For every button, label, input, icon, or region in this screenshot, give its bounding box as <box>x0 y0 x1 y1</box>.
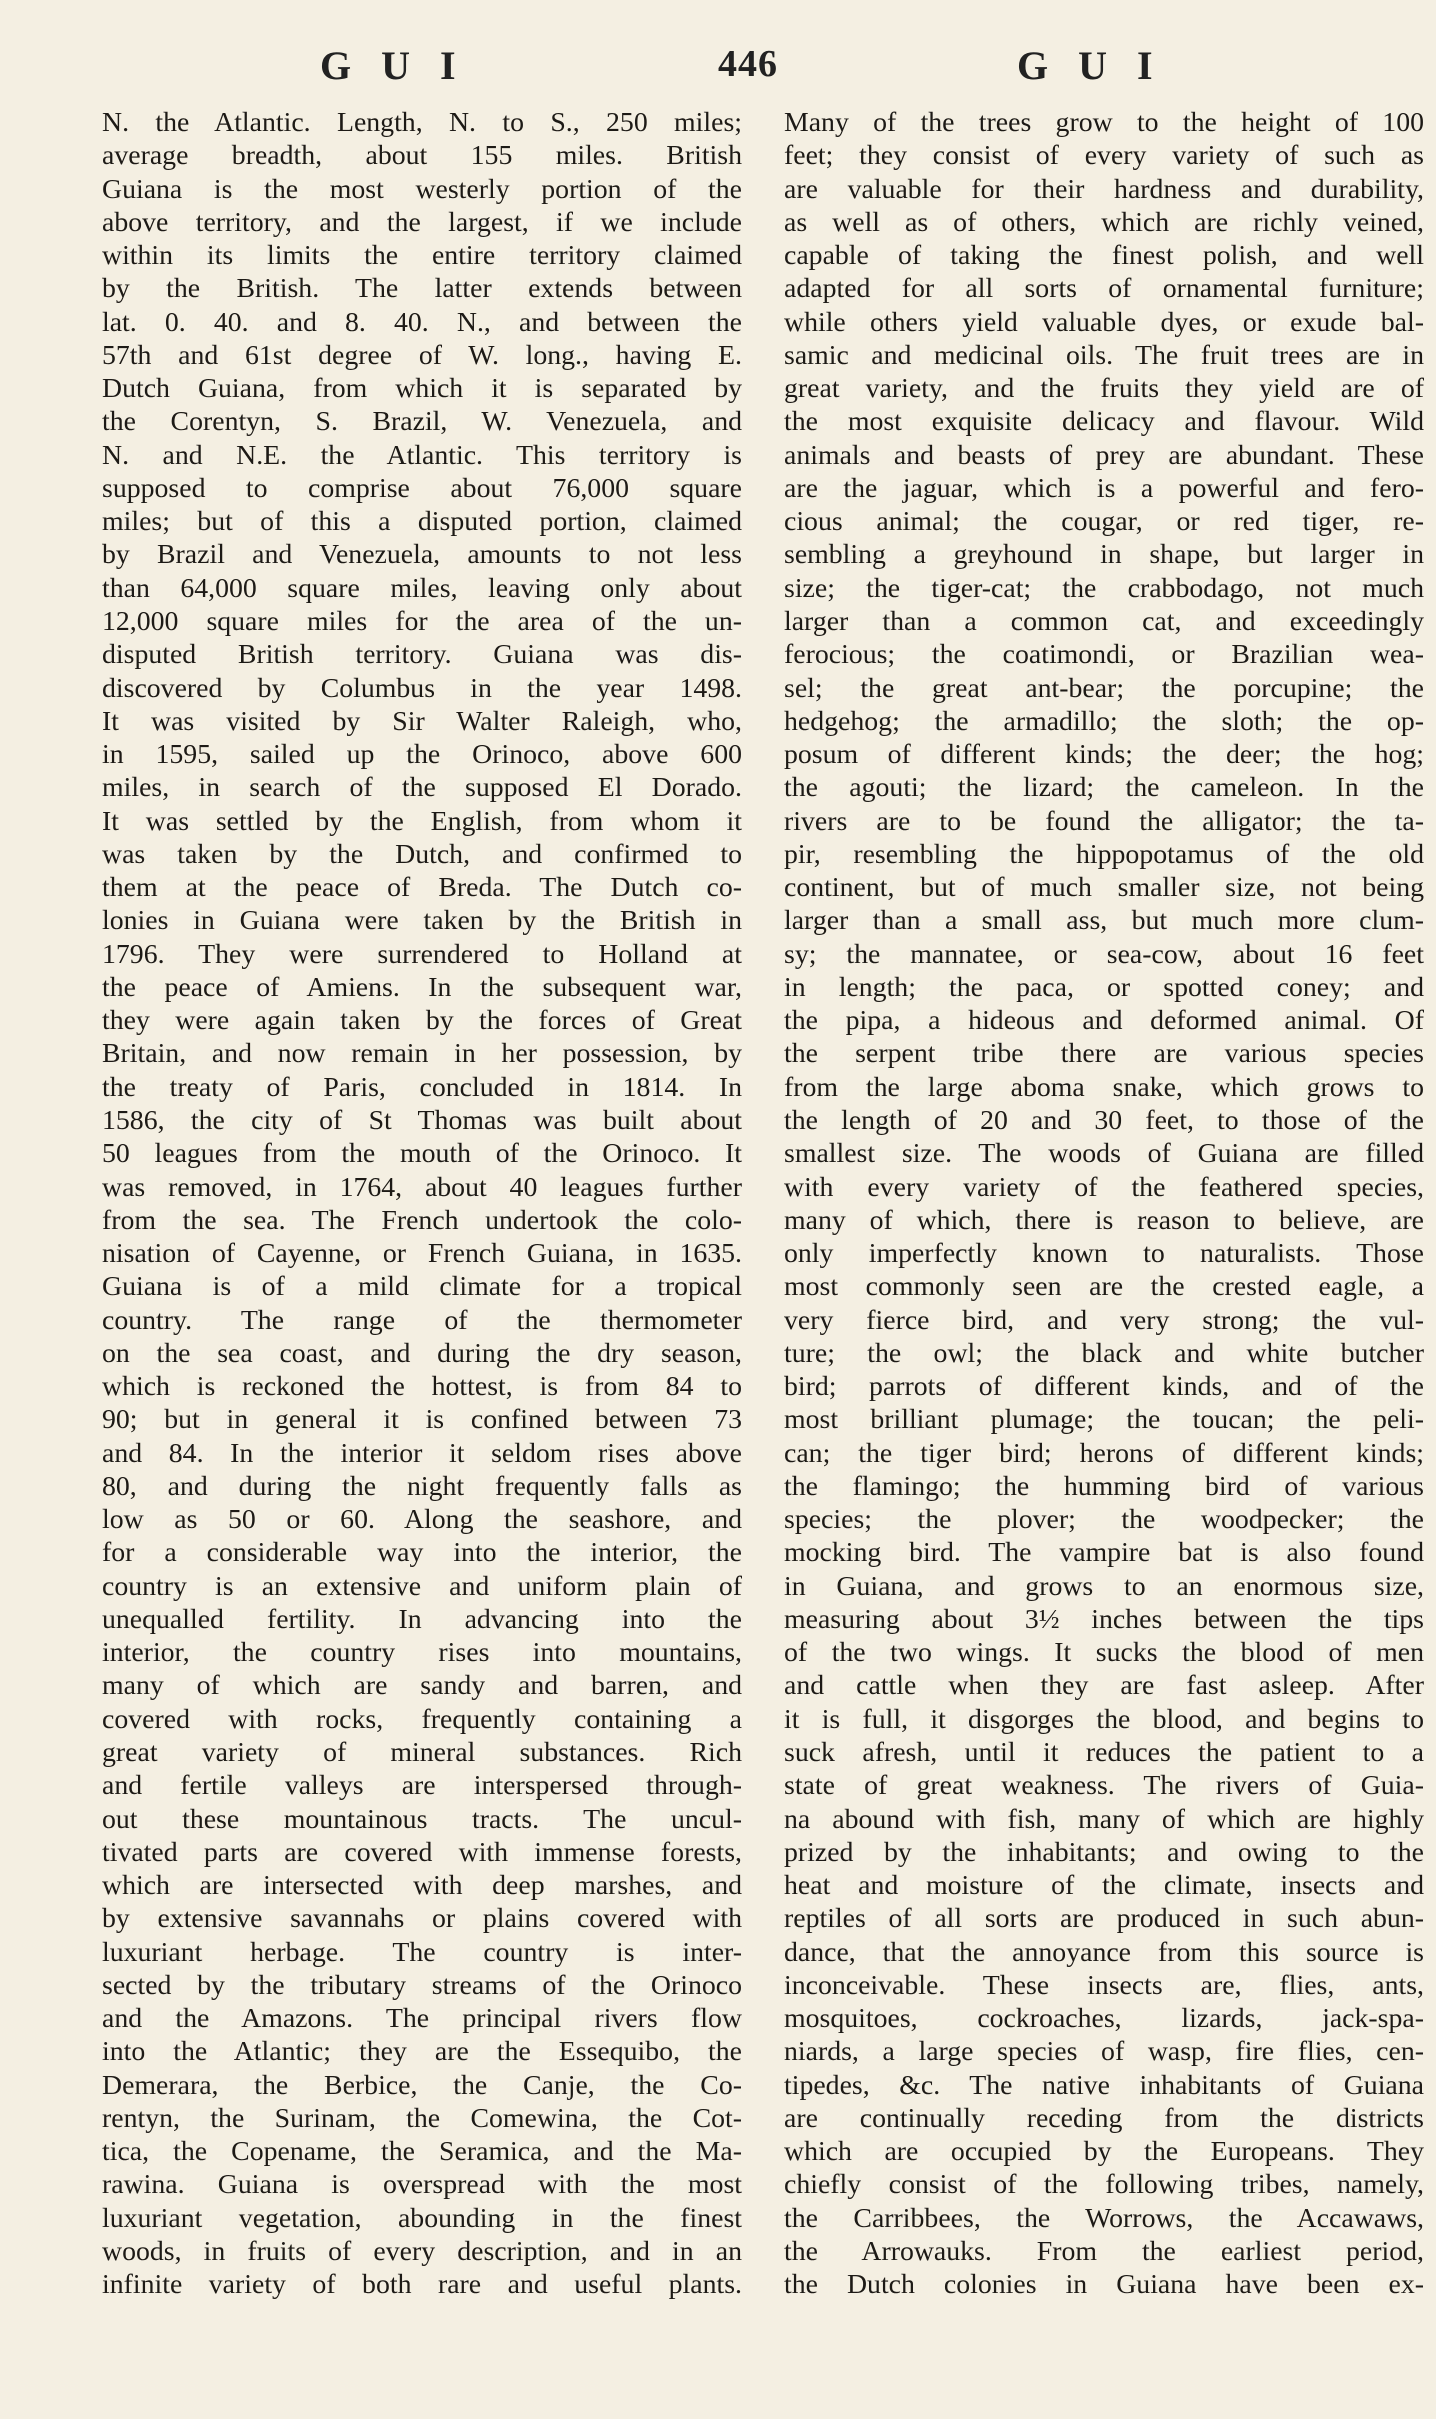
text-line: continent, but of much smaller size, not being <box>784 872 1424 904</box>
text-line: nisation of Cayenne, or French Guiana, in 1635. <box>102 1238 742 1270</box>
text-line: the Arrowauks. From the earliest period, <box>784 2236 1424 2267</box>
text-line: most brilliant plumage; the toucan; the peli- <box>784 1404 1424 1436</box>
text-line: disputed British territory. Guiana was dis- <box>102 639 742 671</box>
text-line: the agouti; the lizard; the cameleon. In the <box>784 772 1424 804</box>
text-line: reptiles of all sorts are produced in such abun- <box>784 1903 1424 1935</box>
text-line: niards, a large species of wasp, fire flies, cen- <box>784 2036 1424 2068</box>
text-line: N. and N.E. the Atlantic. This territory is <box>102 439 742 471</box>
text-line: many of which are sandy and barren, and <box>102 1670 742 1702</box>
text-line: the pipa, a hideous and deformed animal. Of <box>784 1005 1424 1037</box>
text-line: state of great weakness. The rivers of Guia- <box>784 1770 1424 1802</box>
text-line: country. The range of the thermometer <box>102 1304 742 1336</box>
text-line: in Guiana, and grows to an enormous size, <box>784 1570 1424 1602</box>
text-line: 57th and 61st degree of W. long., having E. <box>102 339 742 371</box>
text-line: and 84. In the interior it seldom rises above <box>102 1437 742 1469</box>
text-line: rawina. Guiana is overspread with the most <box>102 2169 742 2201</box>
text-line: ferocious; the coatimondi, or Brazilian wea- <box>784 639 1424 671</box>
text-line: average breadth, about 155 miles. British <box>102 140 742 172</box>
text-line: species; the plover; the woodpecker; the <box>784 1504 1424 1536</box>
text-line: discovered by Columbus in the year 1498. <box>102 672 742 704</box>
text-line: infinite variety of both rare and useful plants. <box>102 2269 742 2301</box>
text-line: the most exquisite delicacy and flavour. Wild <box>784 406 1424 438</box>
text-line: very fierce bird, and very strong; the vul- <box>784 1304 1424 1336</box>
text-line: and fertile valleys are interspersed through- <box>102 1770 742 1802</box>
text-line: cious animal; the cougar, or red tiger, re- <box>784 506 1424 538</box>
text-line: inconceivable. These insects are, flies, ants, <box>784 1969 1424 2001</box>
text-line: luxuriant herbage. The country is inter- <box>102 1936 742 1968</box>
text-line: the length of 20 and 30 feet, to those of the <box>784 1104 1424 1136</box>
text-line: Guiana is the most westerly portion of the <box>102 173 742 205</box>
text-line: from the large aboma snake, which grows to <box>784 1071 1424 1103</box>
text-line: tica, the Copename, the Seramica, and the Ma- <box>102 2136 742 2168</box>
text-line: was removed, in 1764, about 40 leagues further <box>102 1171 742 1203</box>
text-line: mocking bird. The vampire bat is also found <box>784 1537 1424 1569</box>
text-line: Guiana is of a mild climate for a tropical <box>102 1271 742 1303</box>
text-line: Britain, and now remain in her possession, by <box>102 1038 742 1070</box>
left-column <box>102 106 742 2302</box>
text-line: 1796. They were surrendered to Holland at <box>102 938 742 970</box>
text-line: unequalled fertility. In advancing into the <box>102 1603 742 1635</box>
text-line: the flamingo; the humming bird of various <box>784 1470 1424 1502</box>
text-line: 50 leagues from the mouth of the Orinoco. It <box>102 1138 742 1170</box>
text-line: N. the Atlantic. Length, N. to S., 250 miles; <box>102 107 742 138</box>
text-line: than 64,000 square miles, leaving only about <box>102 572 742 604</box>
text-line: tivated parts are covered with immense forests, <box>102 1836 742 1868</box>
text-line: heat and moisture of the climate, insects and <box>784 1870 1424 1902</box>
text-line: which are occupied by the Europeans. They <box>784 2136 1424 2168</box>
text-line: It was settled by the English, from whom it <box>102 805 742 837</box>
text-line: size; the tiger-cat; the crabbodago, not much <box>784 572 1424 604</box>
text-line: into the Atlantic; they are the Essequibo, the <box>102 2036 742 2068</box>
text-line: adapted for all sorts of ornamental furniture; <box>784 273 1424 305</box>
text-line: interior, the country rises into mountains, <box>102 1637 742 1669</box>
text-line: within its limits the entire territory claimed <box>102 240 742 272</box>
text-line: most commonly seen are the crested eagle, a <box>784 1271 1424 1303</box>
text-line: 12,000 square miles for the area of the un- <box>102 605 742 637</box>
text-line: are the jaguar, which is a powerful and fero- <box>784 472 1424 504</box>
header-left-title: GUI <box>320 43 486 88</box>
text-line: samic and medicinal oils. The fruit trees are in <box>784 339 1424 371</box>
text-line: low as 50 or 60. Along the seashore, and <box>102 1504 742 1536</box>
text-line: 90; but in general it is confined between 73 <box>102 1404 742 1436</box>
text-line: rivers are to be found the alligator; the ta- <box>784 805 1424 837</box>
text-line: country is an extensive and uniform plain of <box>102 1570 742 1602</box>
header-right-title: GUI <box>1017 43 1183 88</box>
text-line: was taken by the Dutch, and confirmed to <box>102 838 742 870</box>
text-line: by Brazil and Venezuela, amounts to not less <box>102 539 742 571</box>
text-line: the serpent tribe there are various species <box>784 1038 1424 1070</box>
text-line: prized by the inhabitants; and owing to the <box>784 1836 1424 1868</box>
text-line: Dutch Guiana, from which it is separated by <box>102 373 742 405</box>
text-line: miles, in search of the supposed El Dorado. <box>102 772 742 804</box>
text-line: the Dutch colonies in Guiana have been ex- <box>784 2269 1424 2301</box>
text-line: on the sea coast, and during the dry season, <box>102 1337 742 1369</box>
text-line: suck afresh, until it reduces the patient to a <box>784 1737 1424 1769</box>
page-number: 446 <box>718 43 778 85</box>
text-line: in 1595, sailed up the Orinoco, above 600 <box>102 739 742 771</box>
text-line: the Corentyn, S. Brazil, W. Venezuela, and <box>102 406 742 438</box>
text-line: the treaty of Paris, concluded in 1814. In <box>102 1071 742 1103</box>
text-line: pir, resembling the hippopotamus of the old <box>784 838 1424 870</box>
text-line: chiefly consist of the following tribes, namely, <box>784 2169 1424 2201</box>
text-line: by extensive savannahs or plains covered with <box>102 1903 742 1935</box>
text-line: and cattle when they are fast asleep. After <box>784 1670 1424 1702</box>
text-line: 80, and during the night frequently falls as <box>102 1470 742 1502</box>
text-line: measuring about 3½ inches between the tips <box>784 1603 1424 1635</box>
text-line: as well as of others, which are richly veined, <box>784 206 1424 238</box>
text-line: out these mountainous tracts. The uncul- <box>102 1803 742 1835</box>
text-line: which is reckoned the hottest, is from 84 to <box>102 1371 742 1403</box>
text-line: Many of the trees grow to the height of 100 <box>784 107 1424 138</box>
text-line: feet; they consist of every variety of such as <box>784 140 1424 172</box>
text-line: lat. 0. 40. and 8. 40. N., and between the <box>102 306 742 338</box>
text-line: bird; parrots of different kinds, and of the <box>784 1371 1424 1403</box>
text-line: are valuable for their hardness and durability, <box>784 173 1424 205</box>
text-line: them at the peace of Breda. The Dutch co- <box>102 872 742 904</box>
text-line: can; the tiger bird; herons of different kinds; <box>784 1437 1424 1469</box>
text-line: sected by the tributary streams of the Orinoco <box>102 1969 742 2001</box>
text-line: woods, in fruits of every description, and in an <box>102 2236 742 2267</box>
text-line: many of which, there is reason to believe, are <box>784 1204 1424 1236</box>
text-line: lonies in Guiana were taken by the British in <box>102 905 742 937</box>
text-line: by the British. The latter extends between <box>102 273 742 305</box>
text-line: larger than a common cat, and exceedingly <box>784 605 1424 637</box>
text-line: ture; the owl; the black and white butcher <box>784 1337 1424 1369</box>
text-line: it is full, it disgorges the blood, and begins to <box>784 1703 1424 1735</box>
text-line: supposed to comprise about 76,000 square <box>102 472 742 504</box>
text-line: capable of taking the finest polish, and well <box>784 240 1424 272</box>
text-line: na abound with fish, many of which are highly <box>784 1803 1424 1835</box>
text-line: sy; the mannatee, or sea-cow, about 16 feet <box>784 938 1424 970</box>
text-line: great variety, and the fruits they yield are of <box>784 373 1424 405</box>
text-line: 1586, the city of St Thomas was built about <box>102 1104 742 1136</box>
running-header <box>0 42 1436 102</box>
text-line: only imperfectly known to naturalists. Those <box>784 1238 1424 1270</box>
text-line: the Carribbees, the Worrows, the Accawaws, <box>784 2202 1424 2234</box>
text-line: rentyn, the Surinam, the Comewina, the Cot- <box>102 2102 742 2134</box>
text-line: with every variety of the feathered species, <box>784 1171 1424 1203</box>
text-line: covered with rocks, frequently containing a <box>102 1703 742 1735</box>
text-line: It was visited by Sir Walter Raleigh, who, <box>102 705 742 737</box>
text-line: larger than a small ass, but much more clum- <box>784 905 1424 937</box>
text-line: above territory, and the largest, if we include <box>102 206 742 238</box>
text-line: of the two wings. It sucks the blood of men <box>784 1637 1424 1669</box>
text-line: dance, that the annoyance from this source is <box>784 1936 1424 1968</box>
text-line: mosquitoes, cockroaches, lizards, jack-spa- <box>784 2003 1424 2035</box>
text-line: hedgehog; the armadillo; the sloth; the op- <box>784 705 1424 737</box>
right-column <box>784 106 1424 2302</box>
text-line: while others yield valuable dyes, or exude bal- <box>784 306 1424 338</box>
text-line: from the sea. The French undertook the colo- <box>102 1204 742 1236</box>
text-line: luxuriant vegetation, abounding in the finest <box>102 2202 742 2234</box>
text-line: animals and beasts of prey are abundant. These <box>784 439 1424 471</box>
text-line: in length; the paca, or spotted coney; and <box>784 971 1424 1003</box>
text-line: which are intersected with deep marshes, and <box>102 1870 742 1902</box>
text-line: great variety of mineral substances. Rich <box>102 1737 742 1769</box>
text-line: they were again taken by the forces of Great <box>102 1005 742 1037</box>
text-line: and the Amazons. The principal rivers flow <box>102 2003 742 2035</box>
text-line: tipedes, &c. The native inhabitants of Guiana <box>784 2069 1424 2101</box>
text-line: posum of different kinds; the deer; the hog; <box>784 739 1424 771</box>
text-line: sel; the great ant-bear; the porcupine; the <box>784 672 1424 704</box>
text-line: for a considerable way into the interior, the <box>102 1537 742 1569</box>
text-line: sembling a greyhound in shape, but larger in <box>784 539 1424 571</box>
text-line: smallest size. The woods of Guiana are filled <box>784 1138 1424 1170</box>
text-line: the peace of Amiens. In the subsequent war, <box>102 971 742 1003</box>
text-line: Demerara, the Berbice, the Canje, the Co- <box>102 2069 742 2101</box>
text-line: are continually receding from the districts <box>784 2102 1424 2134</box>
text-line: miles; but of this a disputed portion, claimed <box>102 506 742 538</box>
